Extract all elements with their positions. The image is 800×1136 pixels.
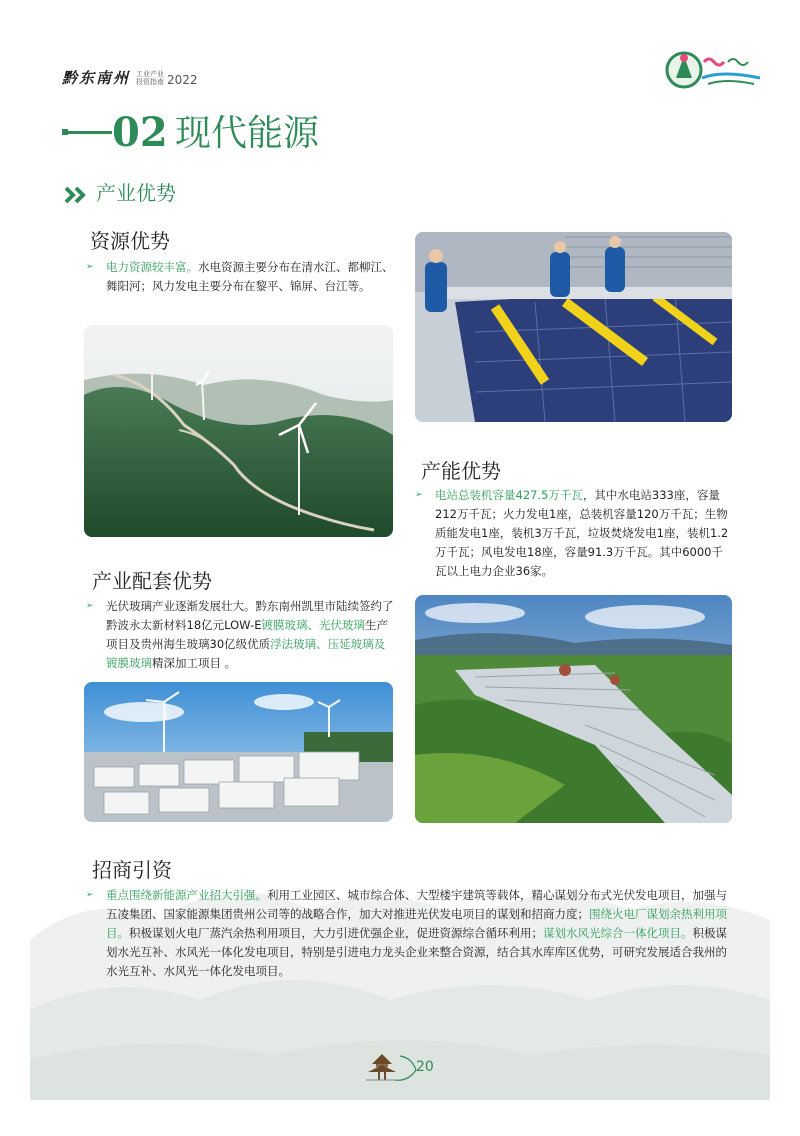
section-title: 现代能源	[175, 113, 320, 154]
investment-text-3: 积极谋划水光互补、水风光一体化发电项目，特别是引进电力龙头企业来整合资源，结合其水库库区优势，可研究发展适合我州的水光互补、水风光一体化发电项目。	[106, 926, 727, 978]
investment-title: 招商引资	[92, 858, 172, 882]
triangle-bullet-icon: ➢	[86, 601, 94, 611]
solar-factory-photo	[415, 232, 732, 422]
brand-name: 黔东南州	[62, 69, 131, 87]
support-text-3: 精深加工项目 。	[152, 656, 237, 670]
capacity-highlight: 电站总装机容量427.5万千瓦	[435, 488, 583, 502]
section-line	[62, 131, 112, 134]
resource-highlight: 电力资源较丰富。	[106, 260, 198, 274]
investment-highlight-1: 重点围绕新能源产业招大引强。	[106, 888, 267, 902]
triangle-bullet-icon: ➢	[415, 490, 423, 500]
energy-storage-photo	[84, 682, 393, 822]
investment-highlight-3: 谋划水风光综合一体化项目。	[543, 926, 693, 940]
region-logo	[664, 48, 764, 92]
support-highlight-2: 浮法玻璃、压延玻璃及镀膜玻璃	[106, 637, 386, 670]
investment-text-2: 积极谋划火电厂蒸汽余热利用项目，大力引进优强企业，促进资源综合循环利用；	[129, 926, 543, 940]
brand-subtitle-line1: 工业产业	[136, 70, 165, 78]
greenhouse-valley-photo	[415, 595, 732, 823]
support-title: 产业配套优势	[92, 569, 212, 593]
capacity-title: 产能优势	[421, 459, 501, 483]
page-header	[62, 62, 198, 88]
brand-year: 2022	[167, 73, 198, 87]
investment-paragraph	[86, 886, 736, 981]
capacity-paragraph	[415, 486, 731, 581]
page-number: 20	[416, 1059, 434, 1075]
triangle-bullet-icon: ➢	[86, 890, 94, 900]
investment-highlight-2: 围绕火电厂谋划余热利用项目。	[106, 907, 727, 940]
section-number: 02	[112, 109, 168, 156]
brand-subtitle-line2: 投资指南	[136, 78, 165, 86]
chevron-double-right-icon	[64, 186, 88, 204]
resource-text: 水电资源主要分布在清水江、都柳江、舞阳河；风力发电主要分布在黎平、锦屏、台江等。	[106, 260, 394, 293]
resource-title: 资源优势	[90, 229, 170, 253]
wind-mountain-photo	[84, 325, 393, 537]
pagoda-icon	[364, 1050, 418, 1084]
support-text-1: 光伏玻璃产业逐渐发展壮大。黔东南州凯里市陆续签约了黔波永太新材料18亿元LOW-E	[106, 599, 394, 632]
support-paragraph	[86, 597, 394, 673]
investment-text-1: 利用工业园区、城市综合体、大型楼宇建筑等载体，精心谋划分布式光伏发电项目，加强与五凌集团、国家能源集团贵州公司等的战略合作，加大对推进光伏发电项目的谋划和招商力度；	[106, 888, 727, 921]
capacity-text: ，其中水电站333座，容量212万千瓦；火力发电1座，总装机容量120万千瓦；生物质能发电1座，装机3万千瓦，垃圾焚烧发电1座，装机1.2万千瓦；风电发电18座，容量91.3万千瓦。其中6000千瓦以上电力企业36家。	[435, 488, 729, 578]
subheading: 产业优势	[96, 181, 176, 205]
brand-subtitle	[136, 70, 164, 86]
resource-paragraph	[86, 258, 396, 296]
support-highlight-1: 镀膜玻璃、光伏玻璃	[261, 618, 366, 632]
triangle-bullet-icon: ➢	[86, 262, 94, 272]
support-text-2: 生产项目及贵州海生玻璃30亿级优质	[106, 618, 389, 651]
